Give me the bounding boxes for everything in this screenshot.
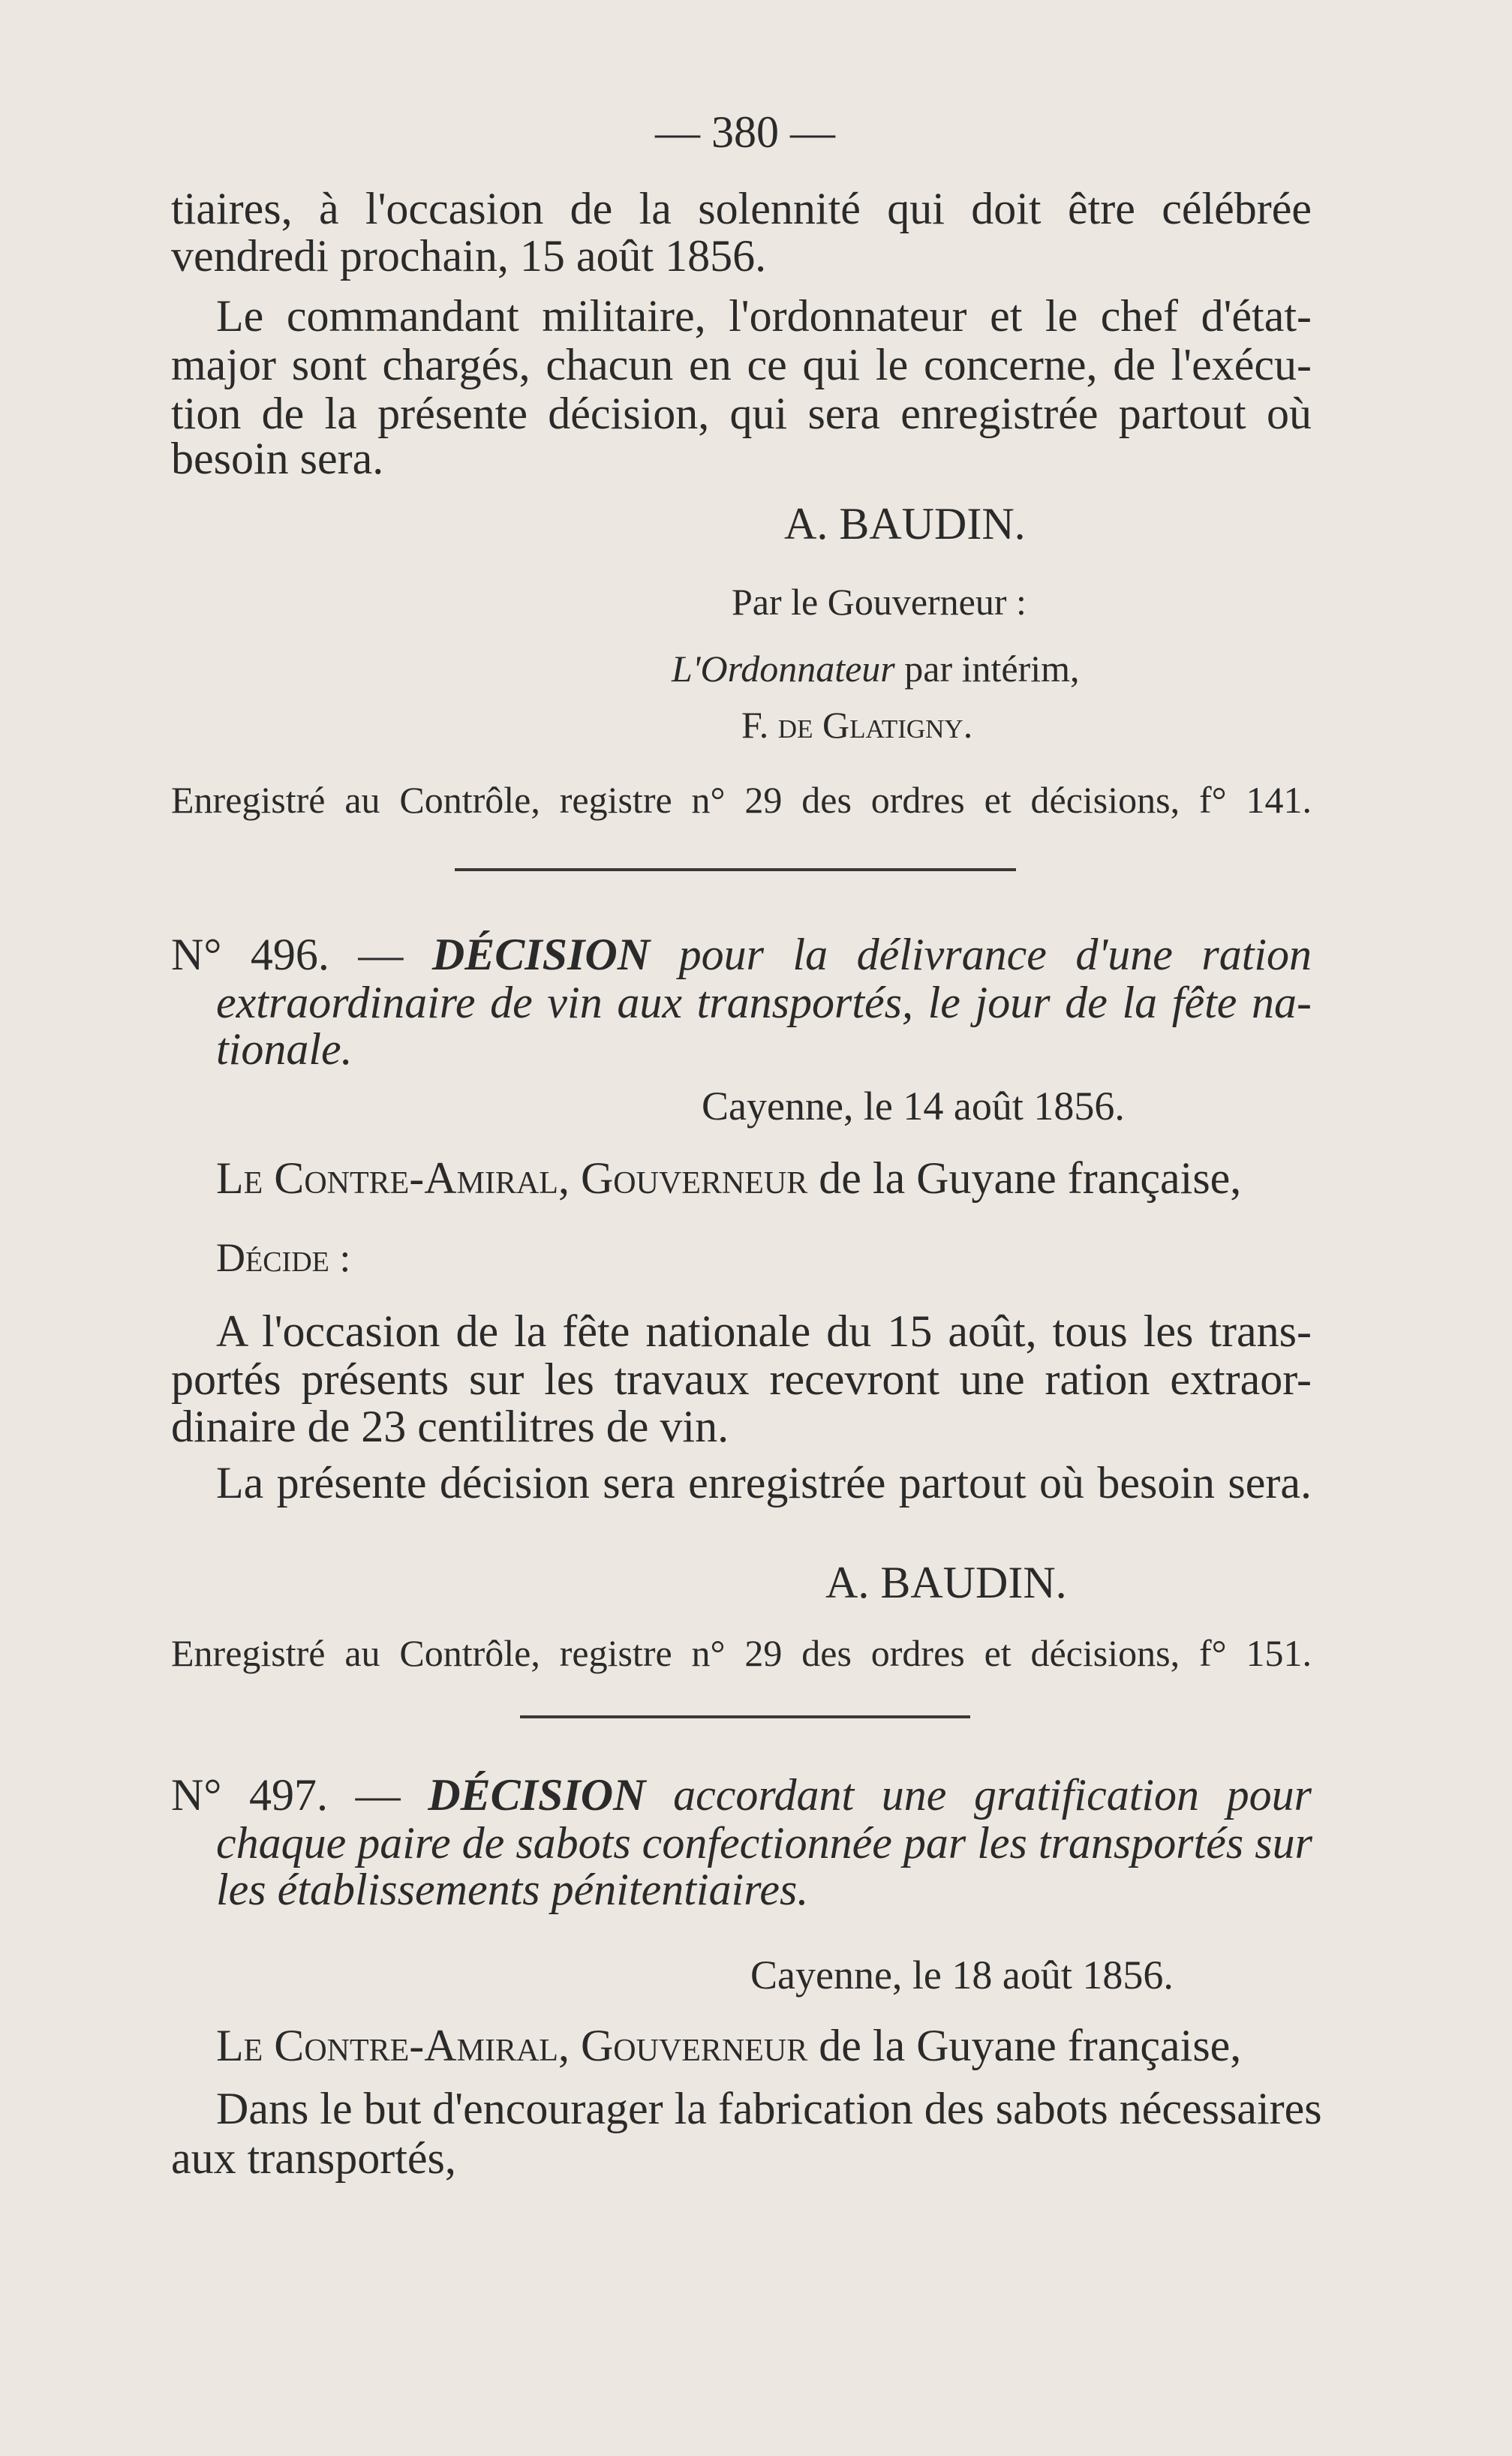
text-line: La présente décision sera enregistrée partout où besoin sera. xyxy=(216,1458,1312,1508)
decision-subject: accordant une gratification pour xyxy=(673,1770,1312,1820)
text-line: les établissements pénitentiaires. xyxy=(216,1865,809,1914)
text-line: tiaires, à l'occasion de la solennité qui doit être célébrée xyxy=(171,184,1312,233)
decision-date: Cayenne, le 14 août 1856. xyxy=(702,1084,1125,1129)
section-divider xyxy=(455,868,1016,871)
page-number: — 380 — xyxy=(655,107,835,157)
text-line: portés présents sur les travaux recevront une ration extraor- xyxy=(171,1354,1312,1404)
text-line: major sont chargés, chacun en ce qui le concerne, de l'exécu- xyxy=(171,340,1312,389)
decide-label: Décide : xyxy=(216,1235,351,1280)
text-line: besoin sera. xyxy=(171,434,384,483)
decision-title: DÉCISION xyxy=(428,1770,646,1820)
role-rest: par intérim, xyxy=(894,648,1080,690)
registration-note: Enregistré au Contrôle, registre n° 29 des ordres et décisions, f° 151. xyxy=(171,1632,1312,1674)
text-line: extraordinaire de vin aux transportés, le jour de la fête na- xyxy=(216,978,1312,1027)
text-line: A l'occasion de la fête nationale du 15 août, tous les trans- xyxy=(216,1306,1312,1356)
decision-heading xyxy=(171,927,1312,981)
text-line: vendredi prochain, 15 août 1856. xyxy=(171,231,767,281)
text-line: Le commandant militaire, l'ordonnateur et le chef d'état- xyxy=(216,291,1312,341)
dash: — xyxy=(358,930,404,979)
separator: , xyxy=(558,2021,581,2070)
signature-by: Par le Gouverneur : xyxy=(732,581,1027,623)
signature: A. BAUDIN. xyxy=(825,1558,1067,1607)
signature: A. BAUDIN. xyxy=(784,499,1026,549)
decision-date: Cayenne, le 18 août 1856. xyxy=(750,1952,1174,1998)
preamble xyxy=(216,2019,1241,2073)
text-line: aux transportés, xyxy=(171,2133,456,2183)
separator: , xyxy=(558,1153,581,1203)
signature-role xyxy=(672,642,1080,696)
decision-heading xyxy=(171,1768,1312,1822)
registration-note: Enregistré au Contrôle, registre n° 29 des ordres et décisions, f° 141. xyxy=(171,779,1312,821)
preamble-role: Gouverneur xyxy=(580,2021,808,2070)
preamble-rest: de la Guyane française, xyxy=(807,1153,1242,1203)
text-line: tionale. xyxy=(216,1024,353,1074)
decision-number: N° 497. xyxy=(171,1770,328,1820)
signer: F. de Glatigny. xyxy=(741,704,973,746)
decision-subject: pour la délivrance d'une ration xyxy=(678,930,1312,979)
preamble-rest: de la Guyane française, xyxy=(807,2021,1242,2070)
decision-number: N° 496. xyxy=(171,930,329,979)
text-line: Dans le but d'encourager la fabrication des sabots nécessaires xyxy=(216,2084,1322,2133)
text-line: tion de la présente décision, qui sera enregistrée partout où xyxy=(171,389,1312,438)
preamble-title: Le Contre-Amiral xyxy=(216,2021,558,2070)
preamble xyxy=(216,1151,1241,1205)
decision-title: DÉCISION xyxy=(431,930,651,979)
preamble-role: Gouverneur xyxy=(580,1153,808,1203)
text-line: chaque paire de sabots confectionnée par les transportés sur xyxy=(216,1818,1312,1868)
section-divider xyxy=(520,1715,970,1718)
preamble-title: Le Contre-Amiral xyxy=(216,1153,558,1203)
role-italic: L'Ordonnateur xyxy=(672,648,895,690)
dash: — xyxy=(355,1770,401,1820)
text-line: dinaire de 23 centilitres de vin. xyxy=(171,1402,729,1451)
